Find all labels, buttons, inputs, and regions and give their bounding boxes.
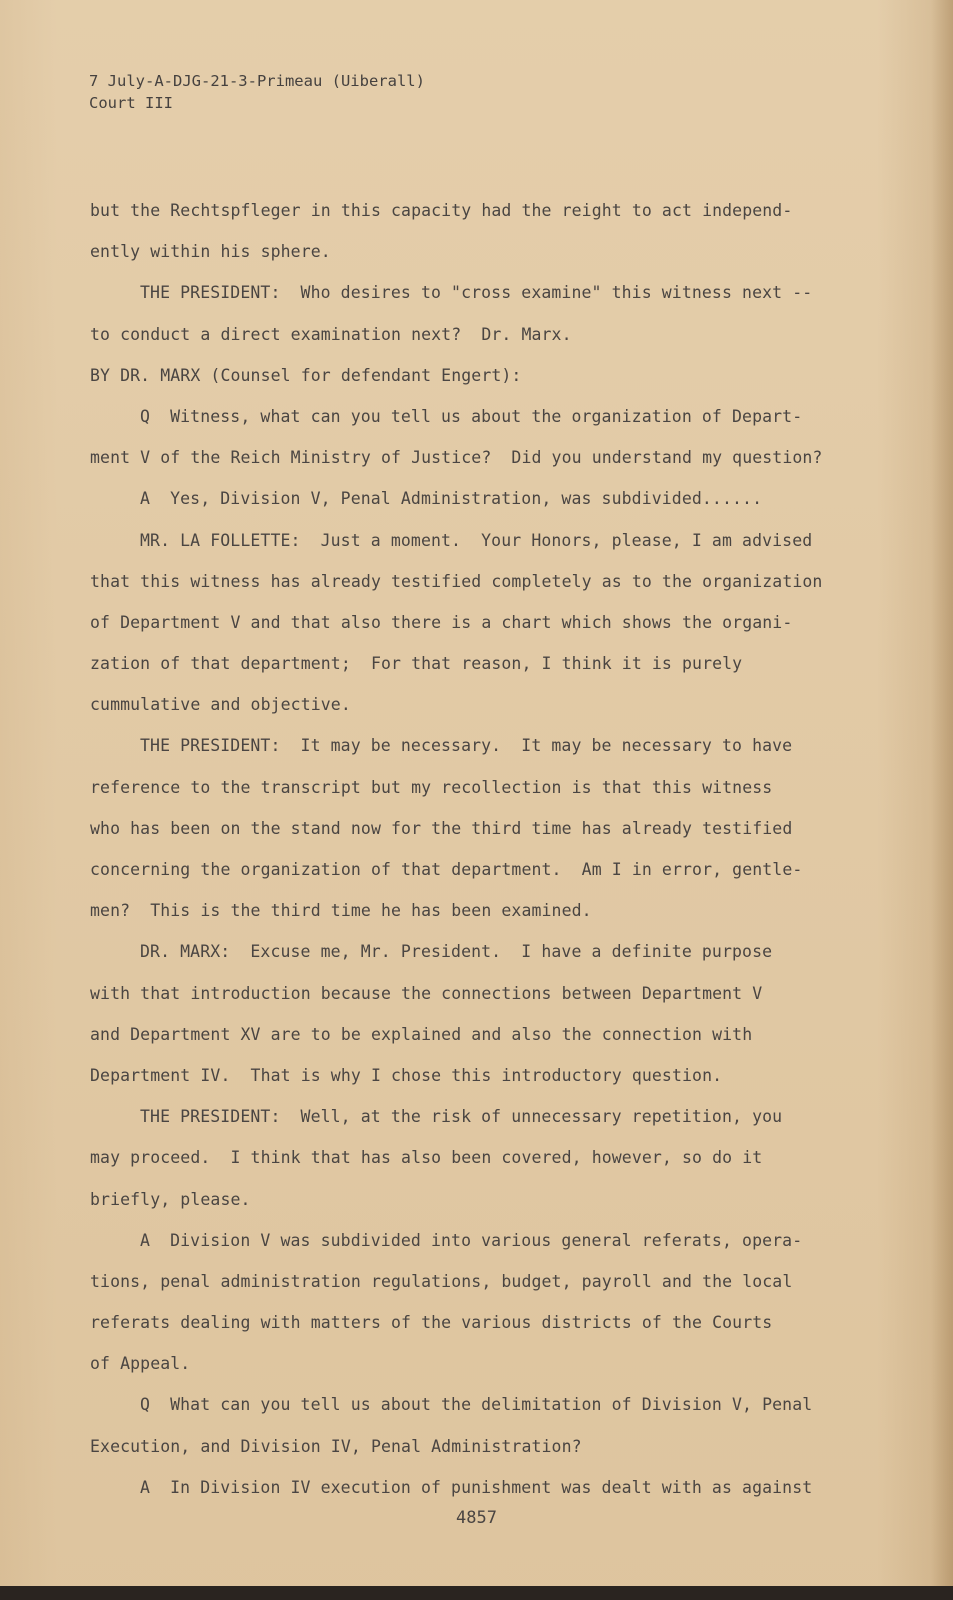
transcript-line: of Appeal. [90,1354,191,1374]
transcript-line: MR. LA FOLLETTE: Just a moment. Your Honors, please, I am advised [140,530,813,550]
transcript-line: tions, penal administration regulations, budget, payroll and the local [90,1271,793,1291]
header-reference-line: 7 July-A-DJG-21-3-Primeau (Uiberall) [89,72,425,90]
transcript-line: men? This is the third time he has been examined. [90,901,592,921]
transcript-line: ently within his sphere. [90,242,331,262]
header-court-line: Court III [89,94,173,112]
transcript-line: who has been on the stand now for the third time has already testified [90,818,793,838]
transcript-line: Department IV. That is why I chose this introductory question. [90,1065,723,1085]
transcript-line: Q Witness, what can you tell us about the organization of Depart- [140,406,803,426]
transcript-line: A Yes, Division V, Penal Administration, was subdivided...... [140,489,763,509]
transcript-line: with that introduction because the connections between Department V [90,983,763,1003]
transcript-line: concerning the organization of that department. Am I in error, gentle- [90,860,803,879]
transcript-line: ment V of the Reich Ministry of Justice? Did you understand my question? [90,448,823,468]
transcript-line: reference to the transcript but my recollection is that this witness [90,777,773,797]
transcript-line: referats dealing with matters of the various districts of the Courts [90,1313,773,1333]
transcript-line: THE PRESIDENT: It may be necessary. It may be necessary to have [140,736,793,756]
transcript-line: that this witness has already testified completely as to the organization [90,571,823,591]
transcript-line: THE PRESIDENT: Well, at the risk of unnecessary repetition, you [140,1107,783,1127]
transcript-line: cummulative and objective. [90,695,351,715]
transcript-line: DR. MARX: Excuse me, Mr. President. I have a definite purpose [140,942,773,962]
transcript-line: THE PRESIDENT: Who desires to "cross examine" this witness next -- [140,283,813,303]
transcript-line: may proceed. I think that has also been covered, however, so do it [90,1148,763,1168]
document-header [89,70,425,114]
transcript-line: briefly, please. [90,1189,251,1209]
transcript-line: and Department XV are to be explained and also the connection with [90,1024,753,1044]
page-edge-shadow [931,0,953,1600]
transcript-line: A Division V was subdivided into various general referats, opera- [140,1230,803,1250]
transcript-line: but the Rechtspfleger in this capacity had the reight to act independ- [90,201,793,220]
page-number: 4857 [456,1508,497,1528]
transcript-line: zation of that department; For that reason, I think it is purely [90,654,743,674]
transcript-line: A In Division IV execution of punishment was dealt with as against [140,1477,813,1497]
transcript-line: of Department V and that also there is a chart which shows the organi- [90,612,793,632]
transcript-line: to conduct a direct examination next? Dr. Marx. [90,324,572,344]
transcript-line: Execution, and Division IV, Penal Administration? [90,1436,582,1456]
transcript-body [90,190,850,1508]
transcript-line: Q What can you tell us about the delimitation of Division V, Penal [140,1395,813,1415]
transcript-line: BY DR. MARX (Counsel for defendant Engert): [90,365,522,385]
